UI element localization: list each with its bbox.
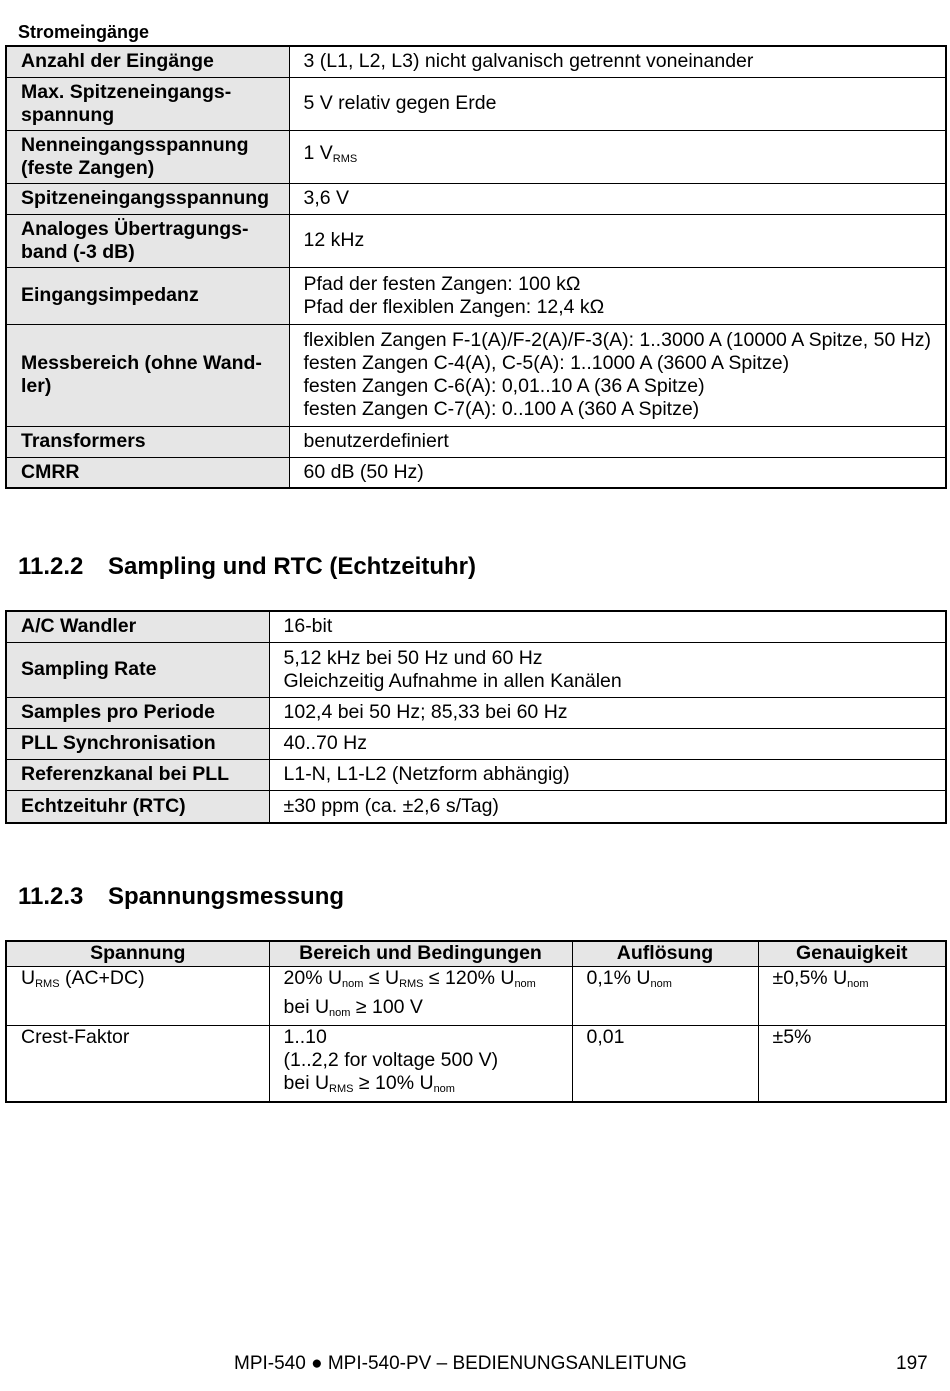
table-caption: Stromeingänge: [18, 22, 150, 42]
value-line: 3,6 V: [303, 187, 350, 209]
section-heading-voltage: [18, 883, 344, 911]
row-value: [269, 759, 946, 790]
table-row: [6, 697, 946, 728]
table-cell: ±0,5% $U_{nom}$: [758, 966, 946, 1025]
table-cell: 0,1% $U_{nom}$: [572, 966, 758, 1025]
row-value: [289, 457, 946, 488]
value-line: 5 V relativ gegen Erde: [303, 92, 497, 114]
value-line: 3 (L1, L2, L3) nicht galvanisch getrennt voneinander: [303, 50, 754, 73]
column-header-resolution: Auflösung: [572, 941, 758, 966]
table-row: [6, 183, 946, 214]
section-title: Spannungsmessung: [108, 883, 345, 910]
current-inputs-table: [5, 45, 947, 489]
section-title: Sampling und RTC (Echtzeituhr): [108, 553, 476, 580]
row-value: [289, 77, 946, 130]
column-header-voltage: Spannung: [6, 941, 269, 966]
value-line: benutzerdefiniert: [303, 430, 449, 452]
row-label: Sampling Rate: [6, 642, 269, 697]
row-value: [289, 46, 946, 77]
value-line: flexiblen Zangen F-1(A)/F-2(A)/F-3(A): 1..3000 A (10000 A Spitze, 50 Hz): [303, 329, 932, 351]
table-row: [6, 77, 946, 130]
table-row: [6, 1025, 946, 1102]
table-row: [6, 759, 946, 790]
row-label: Nenneingangsspannung (feste Zangen): [6, 130, 289, 183]
value-line: festen Zangen C-4(A), C-5(A): 1..1000 A (3600 A Spitze): [303, 352, 790, 374]
table-row: [6, 611, 946, 642]
section-number: 11.2.2: [18, 553, 84, 580]
row-label: Eingangsimpedanz: [6, 267, 289, 324]
row-label: Echtzeituhr (RTC): [6, 790, 269, 823]
table-row: [6, 267, 946, 324]
column-header-accuracy: Genauigkeit: [758, 941, 946, 966]
row-label: Transformers: [6, 426, 289, 457]
column-header-range: Bereich und Bedingungen: [269, 941, 572, 966]
table-cell: ±5%: [758, 1025, 946, 1102]
value-line: Gleichzeitig Aufnahme in allen Kanälen: [283, 669, 622, 692]
row-label: Anzahl der Eingänge: [6, 46, 289, 77]
row-value: [289, 426, 946, 457]
table-row: [6, 46, 946, 77]
value-line: 60 dB (50 Hz): [303, 460, 424, 483]
page-number: 197: [896, 1353, 928, 1374]
row-label: A/C Wandler: [6, 611, 269, 642]
row-label: Samples pro Periode: [6, 697, 269, 728]
table-row: [6, 966, 946, 1025]
table-row: [6, 426, 946, 457]
row-value: [289, 267, 946, 324]
value-line: Pfad der festen Zangen: 100 kΩ: [303, 272, 581, 295]
row-value: [289, 324, 946, 426]
table-row: [6, 457, 946, 488]
value-line: 102,4 bei 50 Hz; 85,33 bei 60 Hz: [283, 701, 568, 723]
value-line: festen Zangen C-6(A): 0,01..10 A (36 A Spitze): [303, 375, 705, 397]
table-cell: 0,01: [572, 1025, 758, 1102]
row-value: [269, 697, 946, 728]
table-row: [6, 642, 946, 697]
value-line: 12 kHz: [303, 229, 365, 251]
table-row: [6, 214, 946, 267]
footer-title: MPI-540 ● MPI-540-PV – BEDIENUNGSANLEITUNG: [234, 1353, 687, 1374]
value-line: 40..70 Hz: [283, 732, 367, 754]
row-value: [269, 728, 946, 759]
row-value: [289, 130, 946, 183]
value-line: 5,12 kHz bei 50 Hz und 60 Hz: [283, 646, 543, 669]
row-value: [269, 642, 946, 697]
row-value: [289, 214, 946, 267]
value-line: 16-bit: [283, 615, 333, 638]
row-value: [269, 790, 946, 823]
table-row: [6, 130, 946, 183]
table-row: [6, 728, 946, 759]
sampling-table: [5, 610, 947, 824]
value-line: L1-N, L1-L2 (Netzform abhängig): [283, 763, 570, 785]
value-line: ±30 ppm (ca. ±2,6 s/Tag): [283, 794, 499, 817]
value-line: Pfad der flexiblen Zangen: 12,4 kΩ: [303, 295, 605, 318]
row-value: [289, 183, 946, 214]
row-label: CMRR: [6, 457, 289, 488]
table-cell: 1..10 (1..2,2 for voltage 500 V) bei $U_{RMS} \ge 10\%$ $U_{nom}$: [269, 1025, 572, 1102]
table-row: [6, 790, 946, 823]
table-cell: Crest-Faktor: [6, 1025, 269, 1102]
section-heading-sampling: [18, 553, 476, 581]
row-label: PLL Synchronisation: [6, 728, 269, 759]
subscript: RMS: [332, 153, 358, 165]
table-row: [6, 324, 946, 426]
table-cell: $U_{RMS}$ (AC+DC): [6, 966, 269, 1025]
row-label: Spitzeneingangsspannung: [6, 183, 289, 214]
value-line: 1 V: [303, 142, 333, 164]
row-label: Analoges Übertragungs-band (-3 dB): [6, 214, 289, 267]
value-line: festen Zangen C-7(A): 0..100 A (360 A Spitze): [303, 398, 700, 420]
row-value: [269, 611, 946, 642]
row-label: Max. Spitzeneingangs-spannung: [6, 77, 289, 130]
row-label: Referenzkanal bei PLL: [6, 759, 269, 790]
section-number: 11.2.3: [18, 883, 84, 910]
voltage-measurement-table: [5, 940, 947, 1103]
row-label: Messbereich (ohne Wand-ler): [6, 324, 289, 426]
table-cell: 20% $U_{nom} \le U_{RMS} \le 120\%$ $U_{nom}$ bei $U_{nom} \ge 100$ V: [269, 966, 572, 1025]
